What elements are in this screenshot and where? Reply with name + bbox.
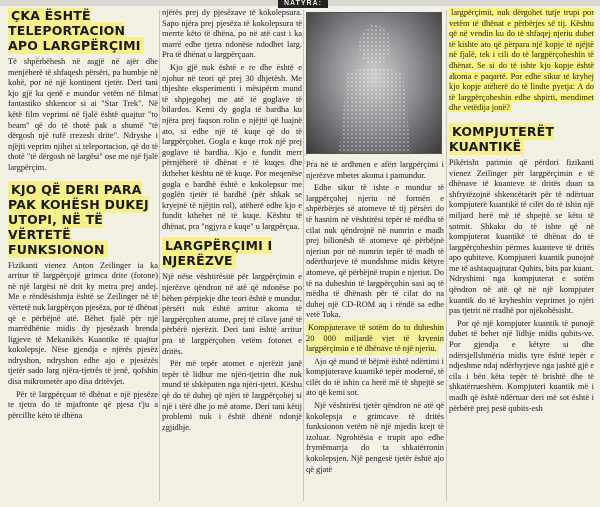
section-label: NATYRA:	[278, 0, 328, 8]
body-paragraph: njërës prej dy pjesëzave të kokolepsura. Sapo njëra prej pjesëza të kokolepsura të merrte këto të dhëna, po në atë cast i ka marrë edhe tjetra ndonëse ndodhet larg. Pra të dhënat u largpërçuan.	[162, 8, 302, 60]
highlighted-paragraph	[306, 323, 444, 355]
column-4	[449, 8, 594, 507]
article2-headline-text: KJO QË DERI PARA PAK KOHËSH DUKEJ UTOPI, NË TË VËRTETË FUNKSIONON	[8, 181, 149, 257]
highlighted-paragraph-text: largpërçimit, nuk dërgohet tutje trupi por vetëm të dhënat e përbërjes së tij. Kështu që në vendin ku do të shfaqej njeriu duhet të kishte ato që përpara një kopje të njëjtë në fjalë, tek i cili do të largpërçoheshin të dhënat. Se si do të ishte kjo kopje është akoma e paqartë. Por edhe sikur të kryhej kjo kopje atëherë do të lindte pyetja: A do të largpërçoheshin edhe shpirti, mendimet dhe vetëdija jonë?	[449, 8, 594, 113]
section-headline-text: LARGPËRÇIMI I NJERËZVE	[162, 238, 273, 269]
article1-paragraph: Të shpërbëhesh në asgjë në ajër dhe menjëherë të shfaqesh përsëri, pa humbje në kohë, por në një kontinent tjetër. Deri tani kjo gjë ka qenë e mundur vetëm në filmat fantastiko shkencor si ai "Star Trek". Në këtë film veprimi në fjalë është quajtur "to beam" që do të thotë pak a shumë "të dërgosh një tufë rrezesh drite". Ndryshe i njëjti veprim njihet si teleportacion, që do të thotë "të dërgosh në largësi" ose me një fjalë largpërçim.	[8, 57, 158, 172]
column-divider	[159, 10, 160, 501]
body-paragraph: Ajo që mund të bëjmë është ndërtimi i kompjuterave kuantikë tepër modernë, të cilët do të ishin ca herë më të shpejtë se ato që kemi sot.	[306, 356, 444, 398]
highlighted-paragraph	[449, 8, 594, 114]
article2-paragraph: Për të largpërçuar të dhënat e një pjesëze te tjetra do të mjaftonte që pjesa t'ju a përcillte këto të dhëna	[8, 389, 158, 420]
body-paragraph: Një vështirësi tjetër qëndron në atë që kokolepsja e grimcave të dritës funksionon vetëm në një mjedis krejt të izoluar. Ngrohtësia e trupit apo edhe frymëmarrja do ta shkatërronin kokolepsjen. Një pengesë tjetër është ajo që gjatë	[306, 401, 444, 474]
column-3	[306, 8, 444, 507]
article2-headline	[8, 182, 158, 257]
article2-paragraph: Fizikanti vienez Anton Zeilinger ia ka arritur të largpërçojë grimca drite (fotone) në një largësi në drit ky metra prej andej. Me e rëndësishmja është se Zeilinger në të vërtetë nuk largpërçon pjesëza, por të dhënat që e përbëjnë atë. Bëhet fjalë për një marrëdhënie midis dy pjesëzash brenda ligjeve të Mekanikës Kuantike të quajtur kokolepsje. Nëse gjendja e njërës pjesëz ndryshon, ndryshon edhe ajo e pjesëzës tjetër sado larg njëra-tjetrës të jenë, qofshin disa mikrometër apo disa dritëvjet.	[8, 260, 158, 387]
body-paragraph: Për më tepër atomet e njerëzit janë tepër të lidhur me njëri-tjetrin dhe nuk mund të shkëputen nga njëri-tjetri. Këshu që do të duhej që njëri të largpërçohej si një i tërë dhe jo më atome. Deri tani këtij problemi nuk i është dhënë ndonjë zgjidhje.	[162, 359, 302, 432]
column-2	[162, 8, 302, 507]
highlighted-paragraph-text: Kompjuterave të sotëm do tu duheshin 20 000 miljardë vjet të kryenin largpërçimin e të dhënave të një njeriu.	[306, 322, 444, 354]
body-paragraph: Pikërisht parimin që përdori fizikanti vienez Zeilinger për largpërçimin e të dhënave të kuanteve të dritës duan ta shfrytëzojnë shkencëtarët për të ndërtuar kompjuterë kuantikë të cilët do të ishin një miljard herë më të shpejtë se këto të sotmit. Shkaku do të ishte që në kompjuterat kuantikë të dhënat do të largpërçoheshin përmes kuanteve të dritës apo qubiteve. Kompjuteri kuantik punojnë me të ashtaquajturat Qubits, bits par kuant. Ndryshimi nga kompjuterat e sotëm qëndron në atë që në një kompjuter kuantik do të kryheshin veprimet jo njëri pas tjetrit në rradhë por njëkohësisht.	[449, 157, 594, 316]
column-1	[8, 8, 158, 507]
column-divider	[303, 10, 304, 501]
dissolving-figure-image	[307, 13, 441, 153]
section-headline	[449, 124, 594, 154]
article1-headline-text: ÇKA ËSHTË TELEPORTACION APO LARGPËRÇIMI	[8, 8, 144, 54]
body-paragraph: Një nëse vështirësitë për largpërçimin e njerëzve qëndron në atë që ndonëse po bëhen përpjekje dhe teori është e mundur, përsëri nuk është arritur akoma të largpërçohen atome, prej të cilave janë të përbërë njerëzit. Deri tani është arritur pra të largpërçohen vetëm fotonet e dritës.	[162, 272, 302, 356]
article1-headline	[8, 8, 158, 53]
body-paragraph: Kjo gjë nuk është e re dhe është e njohur në teori që prej 30 dhjetësh. Me thjeshte eksperimenti i mësipërm mund të shpjegohej me atë të goglave të bilardos. Kemi dy gogla të bardha ku njëra prej faqson rolin e njëjtë që luajnë ato, si edhe një të kuqe që do të largpërçohet. Gogla e kuqe rrok një prej goglave të bardha. Kjo e fundit merr përnjëherë të dhënat e të kuqes dhe ikthehet kështu në të kuqe. Por meqenëse gogla e bardhë është e kokolepsur me goglën tjetër të bardhë (për shkak se kryejnë të njëjtin rol), atëherë edhe kjo e fundit kthehet në të kuqe. Kështu të dhënat, pra "ngjyra e kuqe" u largpërçua.	[162, 62, 302, 231]
body-paragraph: Edhe sikur të ishte e mundur të largpërçohej njeriu në formën e shpërbërjes së atomeve të tij përsëri do të hasnim në vështirësi tepër të mëdha të cilat nuk qëndrojnë në numrin e madh prej bilionësh të atomeve që përbëjnë njeriun por në numrin tepër të madh të ndërthurjeve të mundshme midis këtyre atomeve, që përbëjnë trupin e njeriut. Do të na duheshin të largpërçohin sasi aq të mëdha të dhënash për të cilat do na duhej një CD-ROM aq i rëndë sa edhe vetë Toka.	[306, 183, 444, 320]
section-headline-text: KOMPJUTERËT KUANTIKË	[449, 123, 555, 154]
section-headline	[162, 238, 302, 268]
body-paragraph: Por që një kompjuter kuantik të punojë duhet të behet një lidhje midis qubits-ve. Por gjendja e këtyre si dhe ndërsjellshmëria midis tyre është tepër e ndjeshme ndaj ndërhyrjeve nga jashtë gjë e cila i bën këta tepër të brishtë dhe të shkatërrueshëm. Kompjuteri kuantik më i madh që është ndërtuar deri më sot është i përbërë prej pesë qubits-esh	[449, 318, 594, 413]
body-paragraph: Pra në të ardhmen e afërt largpërçimi i njerëzve mbetet akoma i pamundur.	[306, 160, 444, 180]
teleportation-figure-photo	[306, 12, 442, 154]
column-divider	[446, 10, 447, 501]
